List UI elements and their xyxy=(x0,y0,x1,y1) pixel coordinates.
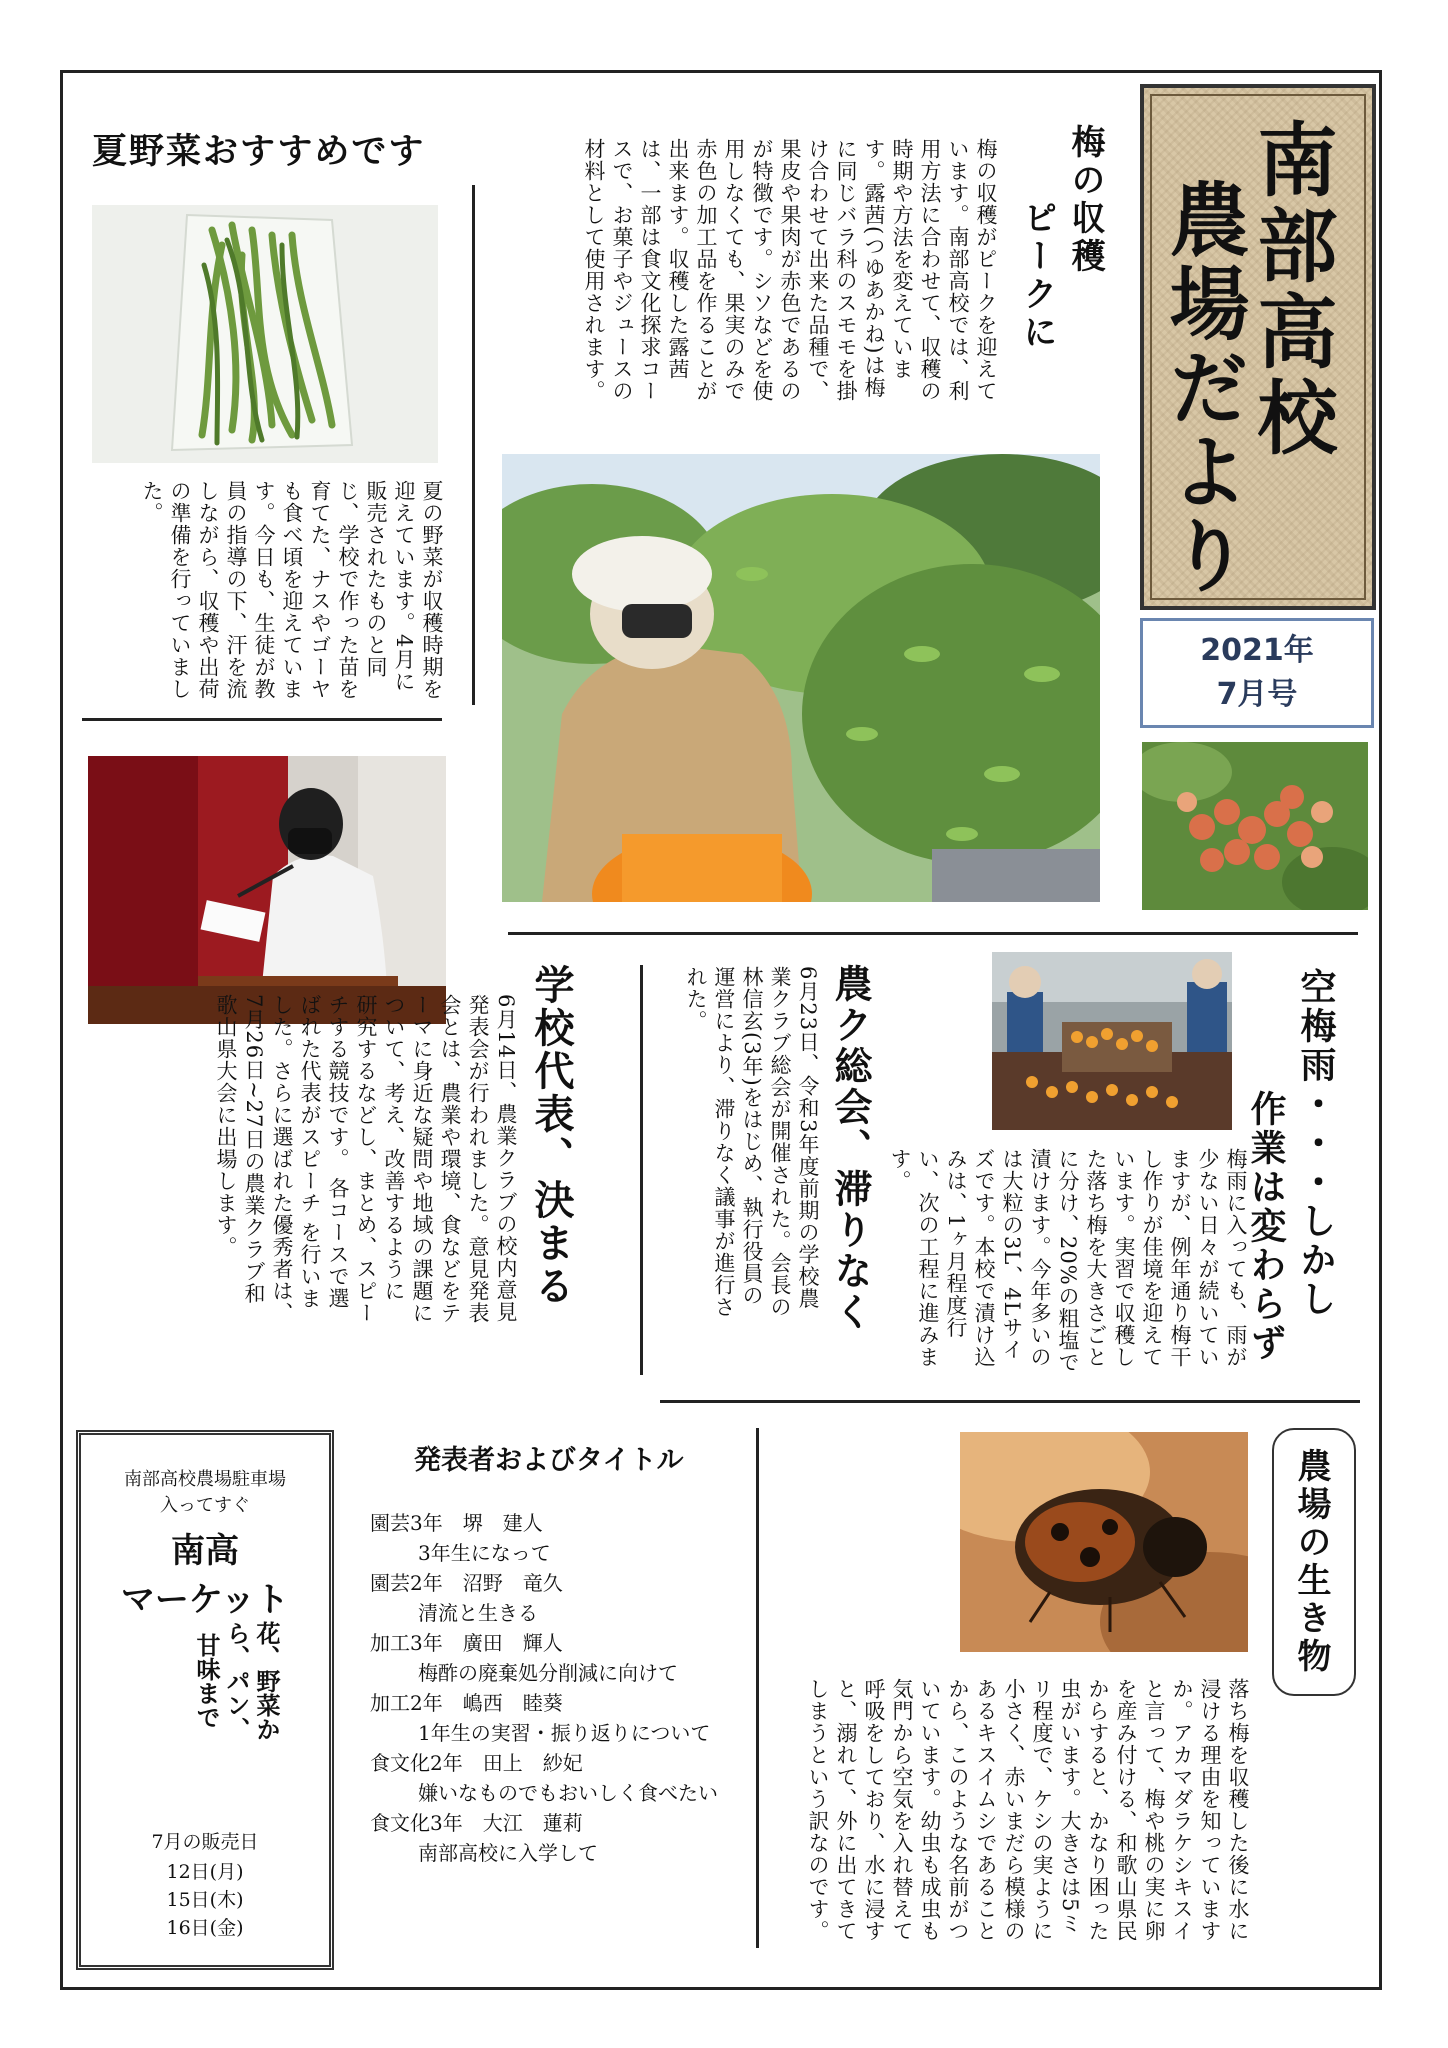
divider-vertical-bottom xyxy=(756,1428,759,1948)
rainy-season-body: 梅雨に入っても、雨が少ない日々が続いていますが、例年通り梅干し作りが佳境を迎えています。実習で収穫した落ち梅を大きさごとに分け、20%の粗塩で漬けます。今年多いのは大粒の3L、4Lサイズです。本校で漬け込みは、1ヶ月程度行い、次の工程に進みます。 xyxy=(888,1148,1248,1374)
presenter-name: 加工3年 廣田 輝人 xyxy=(370,1631,563,1655)
ume-harvest-body: 梅の収穫がピークを迎えています。南部高校では、利用方法に合わせて、収穫の時期や方法を変えています。露茜(つゆあかね)は梅に同じバラ科のスモモを掛け合わせて出来た品種で、果皮や果肉が赤色であるのが特徴です。シソなどを使用しなくても、果実のみで赤色の加工品を作ることが出来ます。収穫した露茜は、一部は食文化探求コースで、お菓子やジュースの材料として使用されます。 xyxy=(582,138,998,402)
presenters-heading: 発表者およびタイトル xyxy=(414,1445,684,1476)
divider-mid xyxy=(508,932,1358,935)
masthead-title-line2: 農場だより xyxy=(1156,178,1250,598)
ume-fruit-photo xyxy=(1142,742,1368,910)
presenter-title: 嫌いなものでもおいしく食べたい xyxy=(418,1781,718,1805)
school-rep-heading: 学校代表、決まる xyxy=(528,964,575,1308)
market-name-line2: マーケット xyxy=(120,1580,290,1620)
rainy-season-heading-line2: 作業は変わらず xyxy=(1245,1090,1287,1363)
ume-harvest-heading-line2: ピークに xyxy=(1017,200,1057,352)
presenter-title: 3年生になって xyxy=(418,1541,551,1565)
general-meeting-heading: 農ク総会、滞りなく xyxy=(828,964,873,1333)
divider-vertical-mid xyxy=(640,965,643,1375)
summer-veg-body: 夏の野菜が収穫時期を迎えています。4月に販売されたものと同じ、学校で作った苗を育てた、ナスやゴーヤも食べ頃を迎えています。今日も、生徒が教員の指導の下、汗を流しながら、収穫や出荷の準備を行っていました。 xyxy=(140,480,444,700)
issue-year: 2021年 xyxy=(1200,633,1314,668)
issue-date-box xyxy=(1140,618,1374,728)
farm-creatures-heading-box xyxy=(1272,1428,1356,1696)
school-rep-body: 6月14日、農業クラブの校内意見発表会が行われました。意見発表会とは、農業や環境、食などをテーマに身近な疑問や地域の課題について、考え、改善するように 研究するなどし、まとめ、スピーチする競技です。 各コースで選ばれた代表がスピーチ を行いました。さらに選ばれた優秀者は、7月26日~27日の農業クラブ和歌山県大会に出場します。 xyxy=(214,994,518,1324)
divider-lower xyxy=(660,1400,1360,1403)
summer-veg-heading: 夏野菜おすすめです xyxy=(92,131,426,172)
masthead-title-box xyxy=(1140,84,1376,610)
presenter-title: 1年生の実習・振り返りについて xyxy=(418,1721,711,1745)
market-name-line1: 南高 xyxy=(171,1531,239,1571)
market-schedule-label: 7月の販売日 xyxy=(151,1831,259,1853)
farm-creatures-heading: 農場の生き物 xyxy=(1291,1448,1331,1676)
general-meeting-body: 6月23日、令和3年度前期の学校農業クラブ総会が開催された。会長の林信玄(3年)をはじめ、執行役員の運営により、滞りなく議事が進行された。 xyxy=(684,966,820,1318)
ume-harvest-heading-line1: 梅の収穫 xyxy=(1065,124,1105,276)
market-location-line1: 南部高校農場駐車場 xyxy=(124,1469,286,1490)
market-location-line2: 入ってすぐ xyxy=(160,1495,250,1516)
beetle-photo xyxy=(960,1432,1248,1652)
ume-picking-photo xyxy=(502,454,1100,902)
presenter-title: 清流と生きる xyxy=(418,1601,538,1625)
divider-summer-veg xyxy=(82,718,442,721)
ume-sorting-photo xyxy=(992,952,1232,1130)
market-date-2: 15日(木) xyxy=(166,1889,244,1911)
market-date-1: 12日(月) xyxy=(166,1861,244,1883)
presenter-name: 食文化2年 田上 紗妃 xyxy=(370,1751,583,1775)
market-date-3: 16日(金) xyxy=(166,1917,244,1939)
presenter-name: 園芸3年 堺 建人 xyxy=(370,1511,543,1535)
speech-photo xyxy=(88,756,446,1024)
farm-creatures-body: 落ち梅を収穫した後に水に浸ける理由を知っていますか。アカマダラケシキスイと言って、梅や桃の実に卵を産み付ける、和歌山県民からすると、かなり困った虫がいます。大きさは5ミリ程度で、ケシの実ように小さく、赤いまだら模様のあるキスイムシであることから、このような名前がついています。幼虫も成虫も気門から空気を入れ替えて呼吸をしており、水に浸すと、溺れて、外に出てきてしまうという訳なのです。 xyxy=(806,1678,1250,1942)
rainy-season-heading-line1: 空梅雨・・・しかし xyxy=(1295,968,1337,1319)
presenters-list xyxy=(370,1508,760,1868)
masthead-title-line1: 南部高校 xyxy=(1244,118,1338,462)
divider-vertical-top-left xyxy=(472,185,475,705)
market-products: 花、野菜から、パン、甘味まで xyxy=(192,1621,281,1741)
presenter-name: 園芸2年 沼野 竜久 xyxy=(370,1571,563,1595)
issue-month: 7月号 xyxy=(1216,677,1298,712)
presenter-title: 南部高校に入学して xyxy=(418,1841,598,1865)
green-beans-photo xyxy=(92,205,438,463)
market-box xyxy=(76,1430,334,1970)
presenter-name: 加工2年 嶋西 睦葵 xyxy=(370,1691,563,1715)
presenter-title: 梅酢の廃棄処分削減に向けて xyxy=(418,1661,678,1685)
presenter-name: 食文化3年 大江 蓮莉 xyxy=(370,1811,583,1835)
